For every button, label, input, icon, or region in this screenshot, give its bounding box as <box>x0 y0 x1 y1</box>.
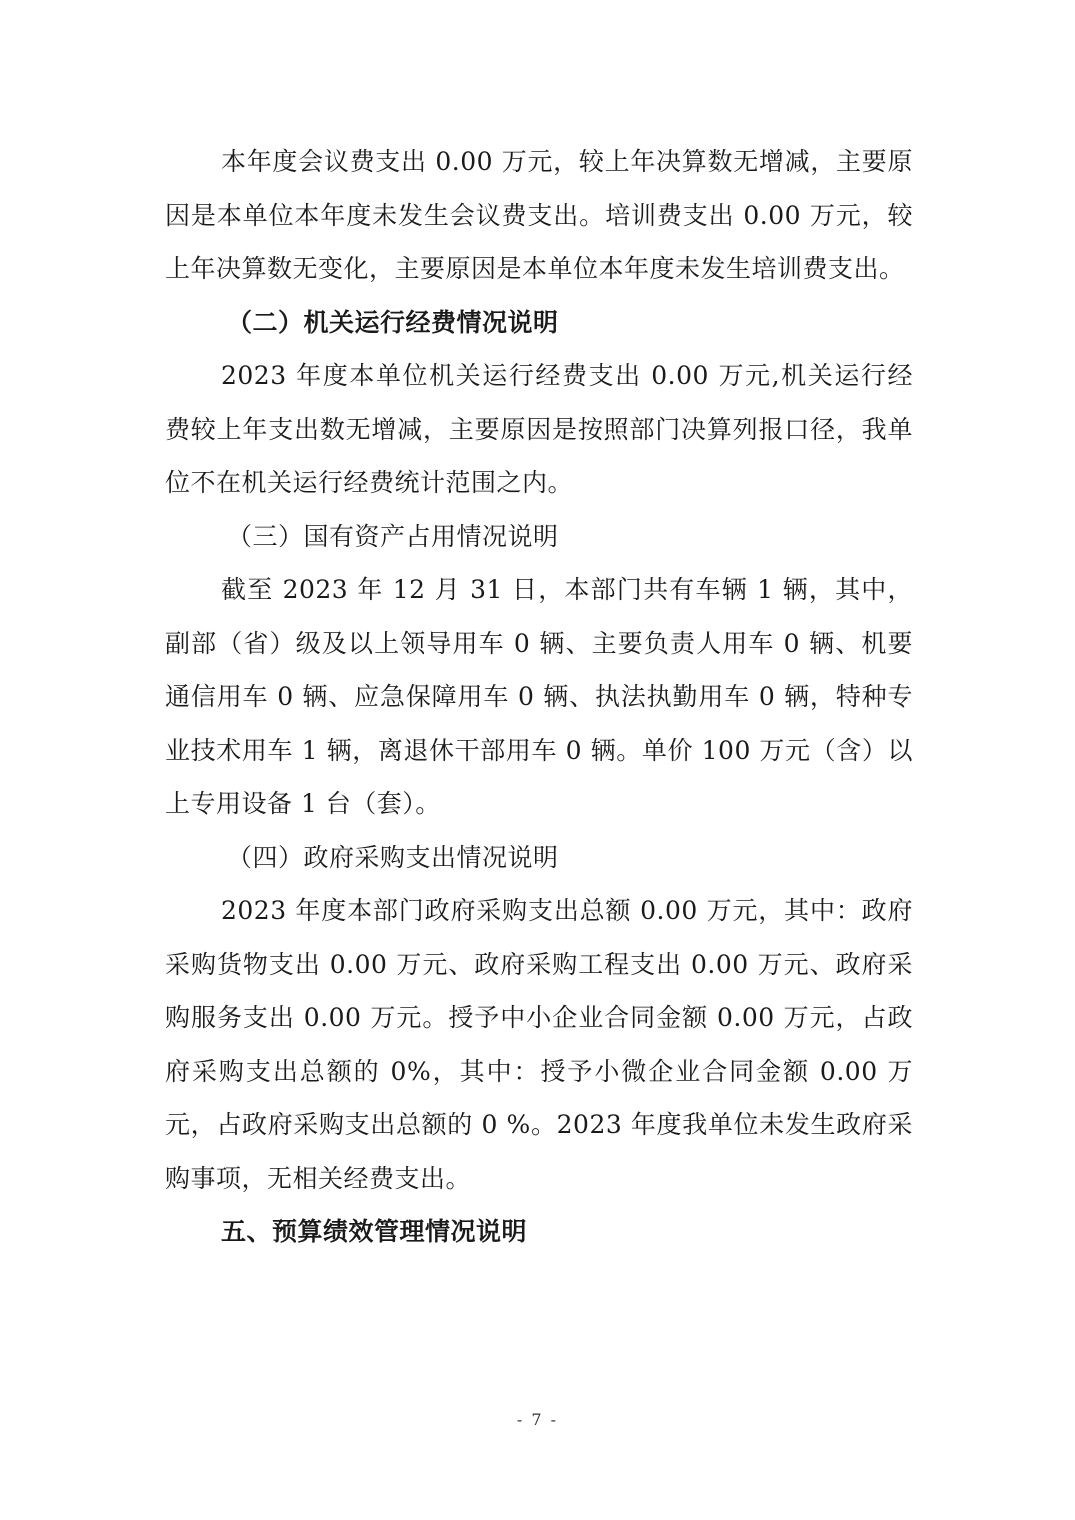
section-heading-operating-expenses: （二）机关运行经费情况说明 <box>227 307 559 337</box>
page-number: - 7 - <box>516 1410 559 1429</box>
paragraph-state-assets: 截至 2023 年 12 月 31 日，本部门共有车辆 1 辆，其中，副部（省）级及以上领导用车 0 辆、主要负责人用车 0 辆、机要通信用车 0 辆、应急保障用车 0 辆、执法执勤用车 0 辆，特种专业技术用车 1 辆，离退休干部用车 0 辆。单价 100 万元（含）以上专用设备 1 台（套）。 <box>165 575 913 818</box>
paragraph-meeting-training-fees: 本年度会议费支出 0.00 万元，较上年决算数无增减，主要原因是本单位本年度未发生会议费支出。培训费支出 0.00 万元，较上年决算数无变化，主要原因是本单位本年度未发生培训费支出。 <box>165 147 913 283</box>
paragraph-operating-expenses: 2023 年度本单位机关运行经费支出 0.00 万元,机关运行经费较上年支出数无增减，主要原因是按照部门决算列报口径，我单位不在机关运行经费统计范围之内。 <box>165 361 913 497</box>
section-heading-performance-management: 五、预算绩效管理情况说明 <box>221 1217 528 1246</box>
paragraph-government-procurement: 2023 年度本部门政府采购支出总额 0.00 万元，其中：政府采购货物支出 0.00 万元、政府采购工程支出 0.00 万元、政府采购服务支出 0.00 万元。授予中小企业合同金额 0.00 万元，占政府采购支出总额的 0%，其中：授予小微企业合同金额 0.00 万元，占政府采购支出总额的 0 %。2023 年度我单位未发生政府采购事项，无相关经费支出。 <box>165 896 913 1193</box>
section-heading-government-procurement: （四）政府采购支出情况说明 <box>227 842 559 872</box>
document-body <box>165 135 913 1259</box>
section-heading-state-assets: （三）国有资产占用情况说明 <box>227 521 559 551</box>
